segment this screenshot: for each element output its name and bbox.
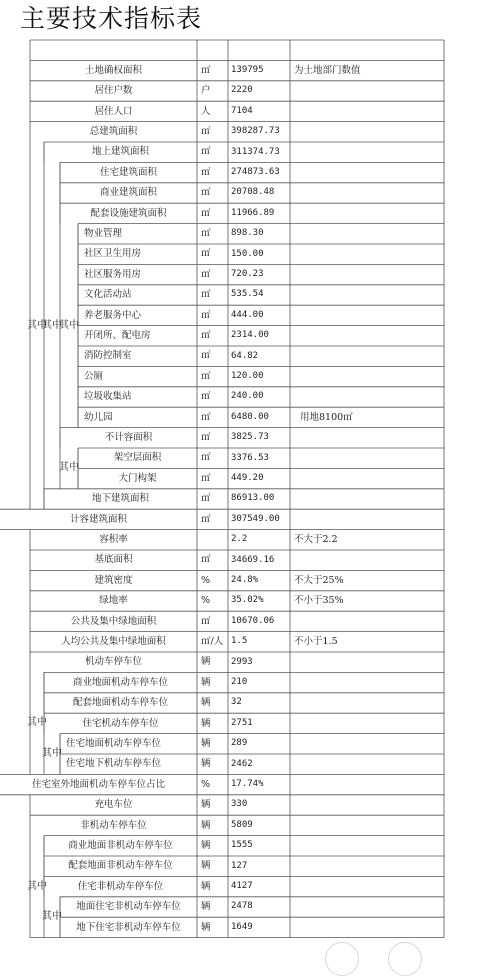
row-label: 配套地面机动车停车位 [72,697,168,709]
row-unit: ㎡ [201,411,211,423]
row-label: 住宅室外地面机动车停车位占比 [31,778,165,790]
header-item [30,40,197,60]
row-label: 土地确权面积 [84,64,142,76]
row-note [290,448,444,468]
row-note [290,162,444,182]
row-unit: 辆 [201,676,211,688]
row-quantity: 330 [231,799,248,810]
row-label: 物业管理 [84,228,123,240]
row-quantity: 4127 [231,881,253,892]
row-unit: ㎡ [201,513,211,525]
row-unit: ㎡ [201,126,211,138]
row-unit: % [201,778,211,790]
row-note [290,428,444,448]
row-quantity: 535.54 [231,289,264,300]
row-quantity: 1555 [231,840,253,851]
row-quantity: 24.8% [231,575,259,586]
row-unit: ㎡ [201,187,211,199]
row-label: 建筑密度 [94,574,133,586]
row-quantity: 2478 [231,901,253,912]
row-label: 住宅地下机动车停车位 [66,758,162,770]
row-note [290,285,444,305]
row-note: 用地8100㎡ [300,411,353,423]
row-quantity: 3825.73 [231,432,269,443]
row-note [290,795,444,815]
row-quantity: 307549.00 [231,513,280,524]
decorative-circle [388,942,422,976]
row-label: 公厕 [84,370,104,382]
group-label-facilities: 其中 [59,319,79,331]
row-label: 住宅地面机动车停车位 [66,738,162,750]
row-unit: 辆 [201,697,211,709]
row-label: 配套地面非机动车停车位 [68,860,173,872]
row-quantity: 274873.63 [231,167,280,178]
row-unit: 辆 [201,738,211,750]
row-note [290,326,444,346]
row-label: 商业建筑面积 [99,187,157,199]
row-label: 住宅机动车停车位 [82,717,159,729]
group-label-parking: 其中 [27,717,47,729]
row-quantity: 5809 [231,819,253,830]
group-label-residential-bicycle: 其中 [42,911,62,923]
row-unit: 辆 [201,921,211,933]
row-unit: % [201,574,211,586]
row-quantity: 398287.73 [231,126,280,137]
row-quantity: 139795 [231,65,264,76]
row-unit: % [201,595,211,607]
group-label-outer: 其中 [27,319,47,331]
row-label: 计容建筑面积 [69,513,127,525]
row-label: 不计容面积 [104,432,153,444]
row-note [290,101,444,121]
row-label: 商业地面机动车停车位 [72,676,168,688]
row-note [290,734,444,754]
row-unit: 辆 [201,656,211,668]
header-unit [197,40,228,60]
row-quantity: 2220 [231,85,253,96]
row-note [290,203,444,223]
row-unit: ㎡ [201,554,211,566]
row-quantity: 311374.73 [231,146,280,157]
row-label: 住宅非机动车停车位 [77,880,164,892]
row-unit: ㎡ [201,452,211,464]
header-qty [228,40,290,60]
row-note [290,183,444,203]
page-title: 主要技术指标表 [20,4,203,33]
row-quantity: 86913.00 [231,493,275,504]
row-label: 幼儿园 [84,411,113,423]
row-label: 大门构架 [118,472,157,484]
row-label: 公共及集中绿地面积 [70,615,157,627]
row-note [290,856,444,876]
row-note [290,346,444,366]
row-unit: 辆 [201,880,211,892]
row-label: 地下建筑面积 [91,493,149,505]
row-unit: ㎡ [201,146,211,158]
row-note [290,672,444,692]
row-label: 人均公共及集中绿地面积 [61,636,166,648]
row-quantity: 17.74% [231,779,264,790]
row-note [290,244,444,264]
row-note [290,366,444,386]
row-quantity: 720.23 [231,269,264,280]
row-label: 地下住宅非机动车停车位 [76,921,181,933]
header-note [290,40,444,60]
row-unit: ㎡ [201,330,211,342]
row-note [290,774,444,794]
row-quantity: 35.02% [231,595,264,606]
row-unit: ㎡ [201,248,211,260]
row-label: 绿地率 [99,595,128,607]
row-label: 居住户数 [94,85,133,97]
row-unit: 辆 [201,819,211,831]
row-unit: ㎡ [201,207,211,219]
row-quantity: 1.5 [231,636,248,647]
row-unit: ㎡ [201,432,211,444]
row-label: 垃圾收集站 [84,391,132,403]
row-quantity: 2751 [231,717,253,728]
row-quantity: 20708.48 [231,187,275,198]
row-label: 社区卫生用房 [84,248,142,260]
row-unit [197,530,228,550]
row-label: 机动车停车位 [84,656,142,668]
row-quantity: 34669.16 [231,554,275,565]
row-unit: ㎡/人 [201,636,224,648]
row-quantity: 2.2 [231,534,248,545]
row-note [290,81,444,101]
row-quantity: 32 [231,697,242,708]
row-quantity: 240.00 [231,391,264,402]
row-unit: ㎡ [201,472,211,484]
row-unit: ㎡ [201,391,211,403]
row-unit: ㎡ [201,166,211,178]
row-quantity: 289 [231,738,248,749]
row-note [290,122,444,142]
row-unit: ㎡ [201,370,211,382]
row-note [290,468,444,488]
row-note [290,387,444,407]
row-unit: ㎡ [201,289,211,301]
row-quantity: 444.00 [231,309,264,320]
row-label: 商业地面非机动车停车位 [68,840,173,852]
row-label: 地面住宅非机动车停车位 [76,901,181,913]
row-label: 开闭所、配电房 [84,330,151,342]
row-unit: 辆 [201,799,211,811]
row-label: 容积率 [99,534,128,546]
row-note [290,652,444,672]
row-unit: ㎡ [201,493,211,505]
row-quantity: 898.30 [231,228,264,239]
row-quantity: 2314.00 [231,330,269,341]
row-note [290,897,444,917]
row-label: 文化活动站 [84,289,132,301]
row-unit: 人 [201,105,211,117]
row-unit: ㎡ [201,64,211,76]
group-label-inner: 其中 [42,319,62,331]
row-quantity: 7104 [231,105,253,116]
row-note [290,713,444,733]
row-unit: 辆 [201,717,211,729]
row-note [290,815,444,835]
row-label: 消防控制室 [84,350,132,362]
row-note [290,754,444,774]
row-note [290,876,444,896]
row-unit: ㎡ [201,228,211,240]
row-label: 架空层面积 [113,452,162,464]
row-quantity: 449.20 [231,473,264,484]
row-quantity: 150.00 [231,248,264,259]
row-note: 为土地部门数值 [294,64,361,76]
row-note [290,224,444,244]
row-label: 基底面积 [94,554,133,566]
row-note [290,142,444,162]
row-unit: 辆 [201,860,211,872]
row-unit: 辆 [201,758,211,770]
row-label: 地上建筑面积 [91,146,149,158]
row-quantity: 127 [231,860,248,871]
row-quantity: 2462 [231,758,253,769]
group-label-bicycle: 其中 [27,880,47,892]
row-note [290,264,444,284]
group-label-residential-parking: 其中 [42,747,62,759]
row-quantity: 120.00 [231,371,264,382]
row-quantity: 1649 [231,921,253,932]
row-note: 不小于35% [294,595,344,607]
row-note: 不大于25% [294,574,344,586]
row-quantity: 6480.00 [231,411,269,422]
row-quantity: 2993 [231,656,253,667]
row-label: 社区服务用房 [84,268,142,280]
row-quantity: 10670.06 [231,615,275,626]
row-note [290,917,444,937]
group-label-noncounted: 其中 [59,462,79,474]
row-note [290,836,444,856]
row-label: 充电车位 [94,799,133,811]
row-unit: 辆 [201,901,211,913]
row-note [290,611,444,631]
row-label: 总建筑面积 [89,126,138,138]
row-label: 配套设施建筑面积 [90,207,167,219]
row-note [290,550,444,570]
row-label: 住宅建筑面积 [99,166,157,178]
row-note [290,305,444,325]
row-unit: ㎡ [201,268,211,280]
row-label: 养老服务中心 [84,309,142,321]
row-unit: ㎡ [201,615,211,627]
row-unit: 户 [201,85,211,97]
row-note [290,693,444,713]
row-label: 非机动车停车位 [80,819,147,831]
row-quantity: 3376.53 [231,452,269,463]
row-quantity: 11966.89 [231,207,275,218]
row-label: 居住人口 [94,105,133,117]
row-note: 不小于1.5 [294,636,338,648]
row-quantity: 210 [231,677,248,688]
row-quantity: 64.82 [231,350,259,361]
row-unit: 辆 [201,840,211,852]
row-unit: ㎡ [201,309,211,321]
row-note: 不大于2.2 [294,534,338,546]
row-note [290,489,444,509]
row-note [290,509,444,529]
decorative-circle [325,942,359,976]
row-unit: ㎡ [201,350,211,362]
